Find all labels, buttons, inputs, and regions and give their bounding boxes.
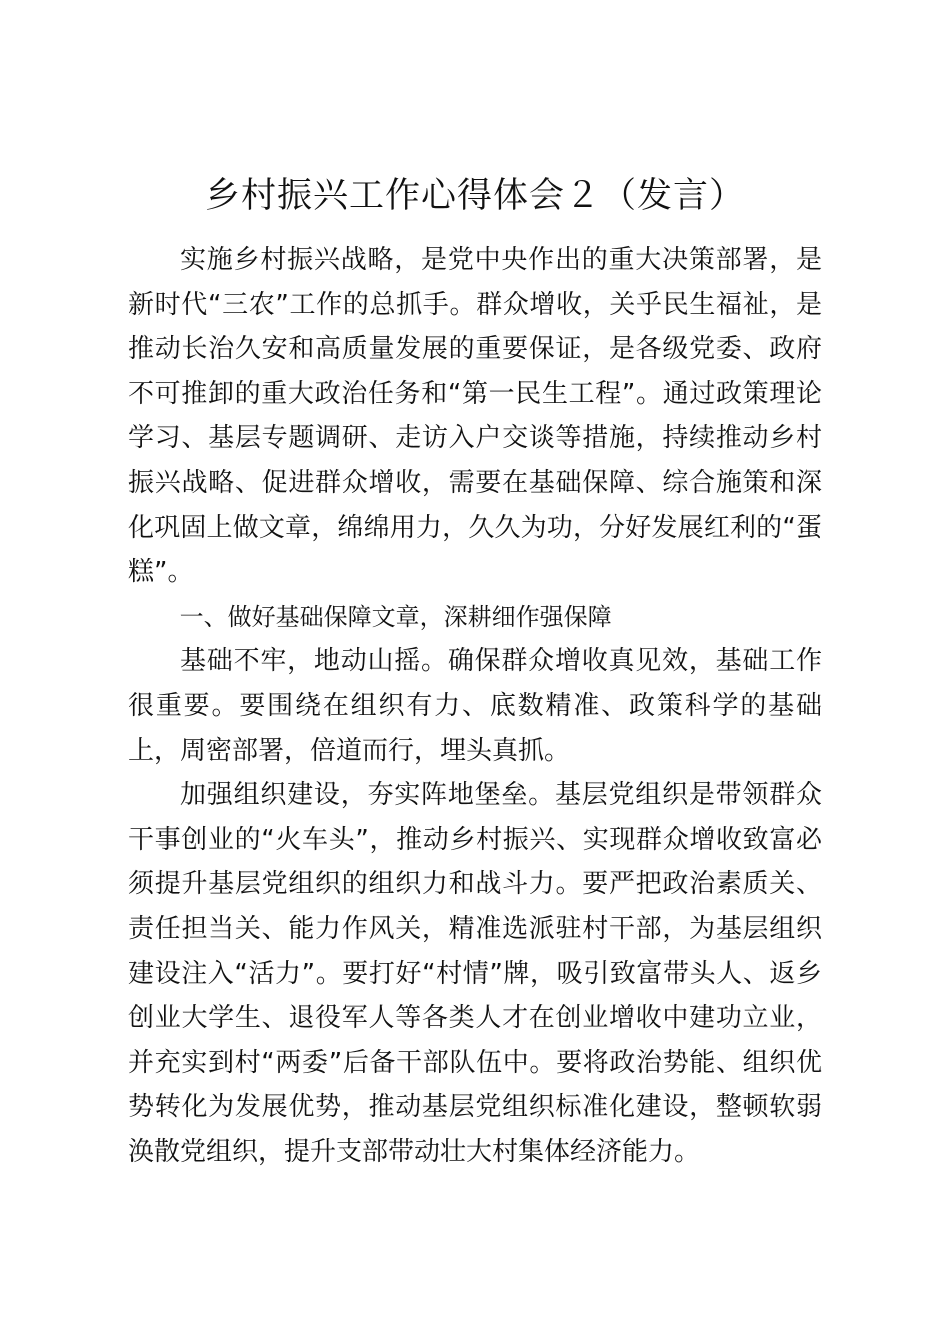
body-paragraph: 基础不牢，地动山摇。确保群众增收真见效，基础工作很重要。要围绕在组织有力、底数精准、政策科学的基础上，周密部署，倍道而行，埋头真抓。 (128, 646, 822, 766)
intro-paragraph: 实施乡村振兴战略，是党中央作出的重大决策部署，是新时代“三农”工作的总抓手。群众增收，关乎民生福祉，是推动长治久安和高质量发展的重要保证，是各级党委、政府不可推卸的重大政治任务和“第一民生工程”。通过政策理论学习、基层专题调研、走访入户交谈等措施，持续推动乡村振兴战略、促进群众增收，需要在基础保障、综合施策和深化巩固上做文章，绵绵用力，久久为功，分好发展红利的“蛋糕”。 (128, 245, 822, 588)
document-body (128, 238, 822, 1174)
section-heading: 一、做好基础保障文章，深耕细作强保障 (179, 602, 612, 631)
document-title: 乡村振兴工作心得体会２（发言） (204, 176, 745, 216)
body-paragraph: 加强组织建设，夯实阵地堡垒。基层党组织是带领群众干事创业的“火车头”，推动乡村振兴、实现群众增收致富必须提升基层党组织的组织力和战斗力。要严把政治素质关、责任担当关、能力作风关，精准选派驻村干部，为基层组织建设注入“活力”。要打好“村情”牌，吸引致富带头人、返乡创业大学生、退役军人等各类人才在创业增收中建功立业，并充实到村“两委”后备干部队伍中。要将政治势能、组织优势转化为发展优势，推动基层党组织标准化建设，整顿软弱涣散党组织，提升支部带动壮大村集体经济能力。 (128, 780, 822, 1167)
